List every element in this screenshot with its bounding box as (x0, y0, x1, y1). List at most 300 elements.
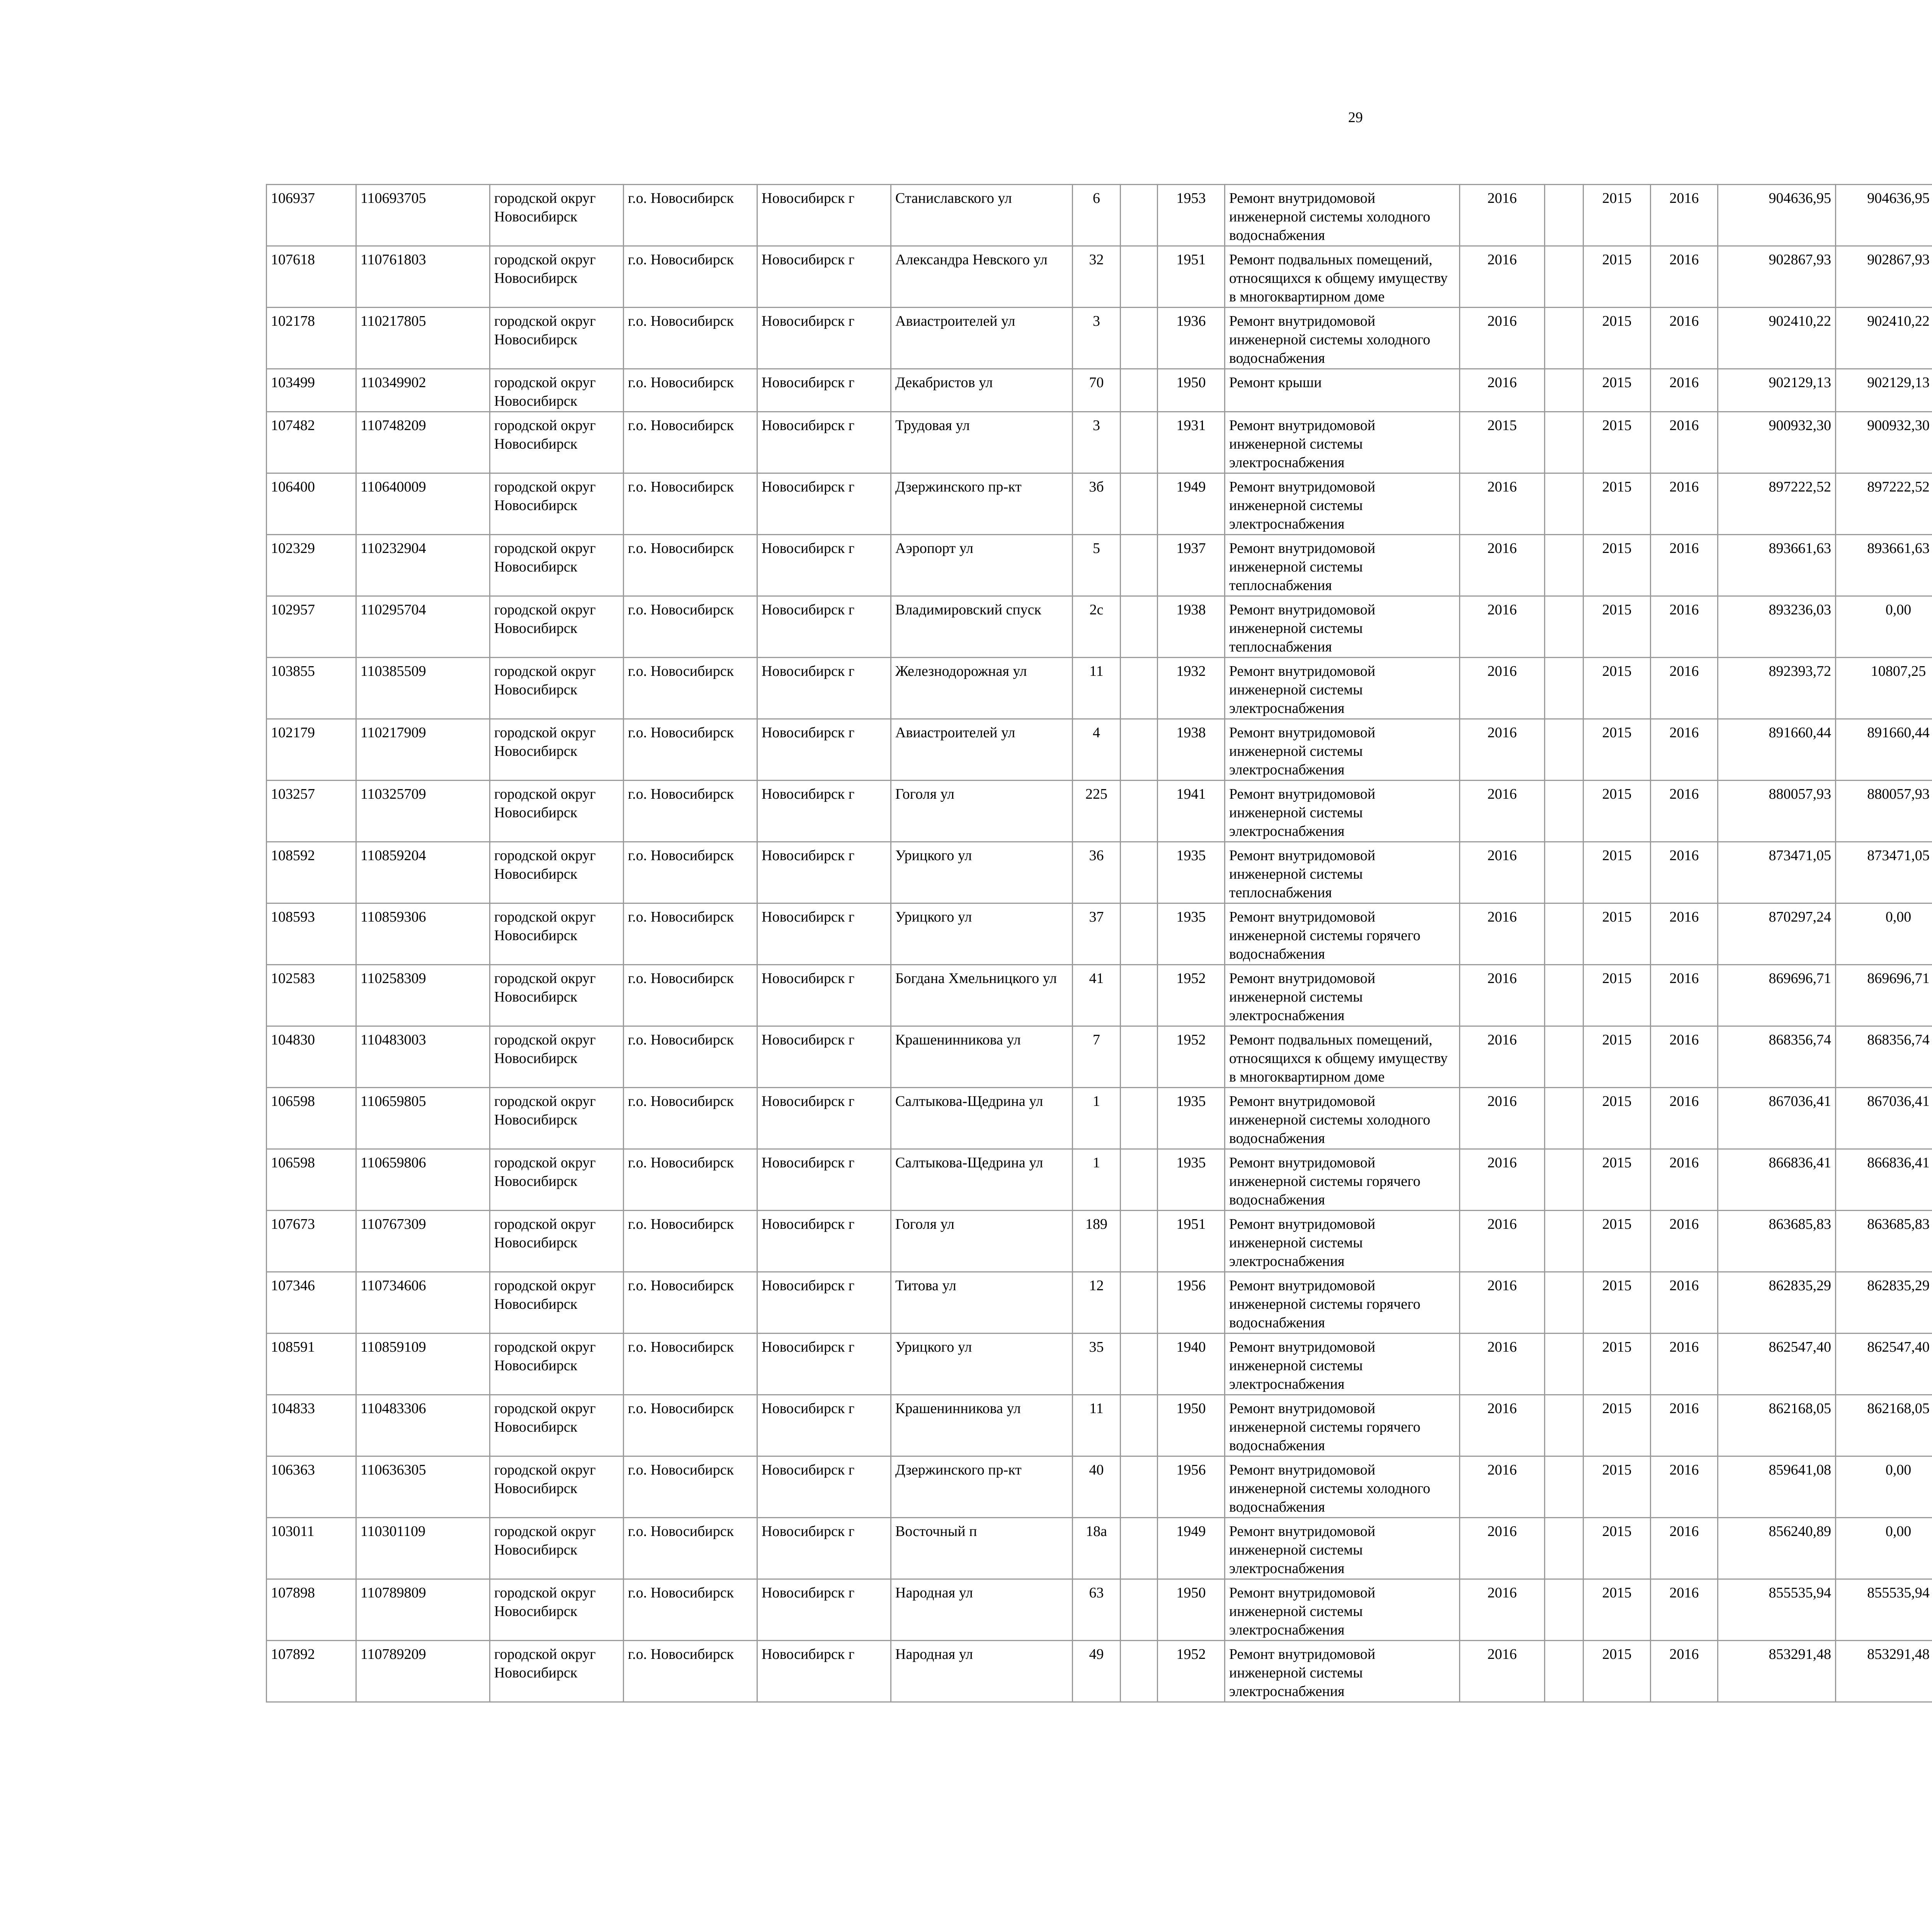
empty-cell (1545, 903, 1583, 965)
planned-year-cell: 2016 (1460, 781, 1545, 842)
municipality-cell: городской округ Новосибирск (490, 658, 624, 719)
total-cost-cell: 893661,63 (1718, 535, 1836, 596)
house-code-cell: 110232904 (356, 535, 490, 596)
house-number-cell: 11 (1073, 1395, 1121, 1456)
district-cell: г.о. Новосибирск (624, 1088, 757, 1149)
total-cost-cell: 862168,05 (1718, 1395, 1836, 1456)
municipality-cell: городской округ Новосибирск (490, 185, 624, 246)
house-number-cell: 63 (1073, 1579, 1121, 1641)
work-type-cell: Ремонт внутридомовой инженерной системы горячего водоснабжения (1225, 1272, 1460, 1334)
year-built-cell: 1949 (1158, 473, 1225, 535)
year-built-cell: 1949 (1158, 1518, 1225, 1579)
municipality-cell: городской округ Новосибирск (490, 1026, 624, 1088)
building-letter-cell (1121, 781, 1158, 842)
table-row (267, 1211, 1932, 1272)
building-letter-cell (1121, 903, 1158, 965)
end-year-cell: 2016 (1651, 308, 1718, 369)
work-type-cell: Ремонт внутридомовой инженерной системы электроснабжения (1225, 781, 1460, 842)
empty-cell (1545, 842, 1583, 903)
building-id-cell: 102957 (267, 596, 356, 658)
house-number-cell: 2с (1073, 596, 1121, 658)
total-cost-cell: 897222,52 (1718, 473, 1836, 535)
empty-cell (1545, 473, 1583, 535)
year-built-cell: 1953 (1158, 185, 1225, 246)
planned-year-cell: 2016 (1460, 1641, 1545, 1702)
municipality-cell: городской округ Новосибирск (490, 412, 624, 473)
district-cell: г.о. Новосибирск (624, 535, 757, 596)
work-type-cell: Ремонт внутридомовой инженерной системы теплоснабжения (1225, 535, 1460, 596)
work-type-cell: Ремонт внутридомовой инженерной системы электроснабжения (1225, 412, 1460, 473)
street-cell: Урицкого ул (891, 842, 1073, 903)
owner-funds-cell: 893661,63 (1836, 535, 1932, 596)
district-cell: г.о. Новосибирск (624, 1026, 757, 1088)
end-year-cell: 2016 (1651, 1211, 1718, 1272)
empty-cell (1545, 658, 1583, 719)
settlement-cell: Новосибирск г (757, 1026, 891, 1088)
end-year-cell: 2016 (1651, 658, 1718, 719)
district-cell: г.о. Новосибирск (624, 781, 757, 842)
table-row (267, 412, 1932, 473)
start-year-cell: 2015 (1583, 1334, 1651, 1395)
house-code-cell: 110659805 (356, 1088, 490, 1149)
settlement-cell: Новосибирск г (757, 246, 891, 308)
planned-year-cell: 2016 (1460, 308, 1545, 369)
total-cost-cell: 902129,13 (1718, 369, 1836, 412)
empty-cell (1545, 1456, 1583, 1518)
building-letter-cell (1121, 535, 1158, 596)
empty-cell (1545, 1395, 1583, 1456)
settlement-cell: Новосибирск г (757, 185, 891, 246)
planned-year-cell: 2015 (1460, 412, 1545, 473)
building-id-cell: 106937 (267, 185, 356, 246)
table-row (267, 1334, 1932, 1395)
owner-funds-cell: 902867,93 (1836, 246, 1932, 308)
street-cell: Станиславского ул (891, 185, 1073, 246)
total-cost-cell: 863685,83 (1718, 1211, 1836, 1272)
district-cell: г.о. Новосибирск (624, 185, 757, 246)
settlement-cell: Новосибирск г (757, 842, 891, 903)
settlement-cell: Новосибирск г (757, 1088, 891, 1149)
planned-year-cell: 2016 (1460, 1334, 1545, 1395)
owner-funds-cell: 862168,05 (1836, 1395, 1932, 1456)
total-cost-cell: 855535,94 (1718, 1579, 1836, 1641)
house-code-cell: 110483003 (356, 1026, 490, 1088)
house-code-cell: 110301109 (356, 1518, 490, 1579)
start-year-cell: 2015 (1583, 1149, 1651, 1211)
settlement-cell: Новосибирск г (757, 1641, 891, 1702)
building-id-cell: 107892 (267, 1641, 356, 1702)
owner-funds-cell: 862547,40 (1836, 1334, 1932, 1395)
total-cost-cell: 880057,93 (1718, 781, 1836, 842)
planned-year-cell: 2016 (1460, 1518, 1545, 1579)
year-built-cell: 1935 (1158, 1088, 1225, 1149)
year-built-cell: 1941 (1158, 781, 1225, 842)
building-letter-cell (1121, 1334, 1158, 1395)
end-year-cell: 2016 (1651, 719, 1718, 781)
building-id-cell: 106363 (267, 1456, 356, 1518)
empty-cell (1545, 369, 1583, 412)
start-year-cell: 2015 (1583, 1579, 1651, 1641)
end-year-cell: 2016 (1651, 1272, 1718, 1334)
owner-funds-cell: 0,00 (1836, 1456, 1932, 1518)
empty-cell (1545, 246, 1583, 308)
street-cell: Урицкого ул (891, 903, 1073, 965)
settlement-cell: Новосибирск г (757, 781, 891, 842)
owner-funds-cell: 880057,93 (1836, 781, 1932, 842)
building-letter-cell (1121, 965, 1158, 1026)
table-row (267, 535, 1932, 596)
settlement-cell: Новосибирск г (757, 1456, 891, 1518)
building-id-cell: 103011 (267, 1518, 356, 1579)
street-cell: Александра Невского ул (891, 246, 1073, 308)
building-letter-cell (1121, 719, 1158, 781)
street-cell: Салтыкова-Щедрина ул (891, 1088, 1073, 1149)
municipality-cell: городской округ Новосибирск (490, 1272, 624, 1334)
owner-funds-cell: 869696,71 (1836, 965, 1932, 1026)
owner-funds-cell: 866836,41 (1836, 1149, 1932, 1211)
building-id-cell: 107618 (267, 246, 356, 308)
work-type-cell: Ремонт внутридомовой инженерной системы горячего водоснабжения (1225, 1149, 1460, 1211)
municipality-cell: городской округ Новосибирск (490, 1211, 624, 1272)
table-row (267, 658, 1932, 719)
planned-year-cell: 2016 (1460, 965, 1545, 1026)
street-cell: Восточный п (891, 1518, 1073, 1579)
start-year-cell: 2015 (1583, 1395, 1651, 1456)
start-year-cell: 2015 (1583, 185, 1651, 246)
building-letter-cell (1121, 1149, 1158, 1211)
work-type-cell: Ремонт внутридомовой инженерной системы электроснабжения (1225, 1334, 1460, 1395)
house-number-cell: 189 (1073, 1211, 1121, 1272)
street-cell: Трудовая ул (891, 412, 1073, 473)
district-cell: г.о. Новосибирск (624, 842, 757, 903)
street-cell: Декабристов ул (891, 369, 1073, 412)
planned-year-cell: 2016 (1460, 1026, 1545, 1088)
table-row (267, 965, 1932, 1026)
settlement-cell: Новосибирск г (757, 903, 891, 965)
district-cell: г.о. Новосибирск (624, 412, 757, 473)
building-letter-cell (1121, 473, 1158, 535)
building-letter-cell (1121, 308, 1158, 369)
year-built-cell: 1938 (1158, 719, 1225, 781)
settlement-cell: Новосибирск г (757, 596, 891, 658)
end-year-cell: 2016 (1651, 1518, 1718, 1579)
year-built-cell: 1951 (1158, 246, 1225, 308)
owner-funds-cell: 0,00 (1836, 1518, 1932, 1579)
building-letter-cell (1121, 596, 1158, 658)
start-year-cell: 2015 (1583, 369, 1651, 412)
house-code-cell: 110295704 (356, 596, 490, 658)
house-number-cell: 49 (1073, 1641, 1121, 1702)
municipality-cell: городской округ Новосибирск (490, 308, 624, 369)
planned-year-cell: 2016 (1460, 719, 1545, 781)
owner-funds-cell: 867036,41 (1836, 1088, 1932, 1149)
municipality-cell: городской округ Новосибирск (490, 246, 624, 308)
end-year-cell: 2016 (1651, 1334, 1718, 1395)
empty-cell (1545, 1088, 1583, 1149)
empty-cell (1545, 1149, 1583, 1211)
house-code-cell: 110483306 (356, 1395, 490, 1456)
total-cost-cell: 853291,48 (1718, 1641, 1836, 1702)
planned-year-cell: 2016 (1460, 1088, 1545, 1149)
empty-cell (1545, 1518, 1583, 1579)
municipality-cell: городской округ Новосибирск (490, 1088, 624, 1149)
end-year-cell: 2016 (1651, 842, 1718, 903)
total-cost-cell: 867036,41 (1718, 1088, 1836, 1149)
year-built-cell: 1935 (1158, 1149, 1225, 1211)
start-year-cell: 2015 (1583, 781, 1651, 842)
owner-funds-cell: 900932,30 (1836, 412, 1932, 473)
building-id-cell: 108592 (267, 842, 356, 903)
year-built-cell: 1950 (1158, 1395, 1225, 1456)
planned-year-cell: 2016 (1460, 1149, 1545, 1211)
year-built-cell: 1932 (1158, 658, 1225, 719)
start-year-cell: 2015 (1583, 596, 1651, 658)
owner-funds-cell: 10807,25 (1836, 658, 1932, 719)
end-year-cell: 2016 (1651, 1149, 1718, 1211)
house-number-cell: 1 (1073, 1149, 1121, 1211)
owner-funds-cell: 902129,13 (1836, 369, 1932, 412)
planned-year-cell: 2016 (1460, 473, 1545, 535)
house-code-cell: 110859306 (356, 903, 490, 965)
work-type-cell: Ремонт внутридомовой инженерной системы теплоснабжения (1225, 842, 1460, 903)
owner-funds-cell: 862835,29 (1836, 1272, 1932, 1334)
end-year-cell: 2016 (1651, 473, 1718, 535)
street-cell: Гоголя ул (891, 1211, 1073, 1272)
municipality-cell: городской округ Новосибирск (490, 903, 624, 965)
house-number-cell: 11 (1073, 658, 1121, 719)
work-type-cell: Ремонт подвальных помещений, относящихся к общему имуществу в многоквартирном доме (1225, 1026, 1460, 1088)
district-cell: г.о. Новосибирск (624, 1456, 757, 1518)
total-cost-cell: 866836,41 (1718, 1149, 1836, 1211)
end-year-cell: 2016 (1651, 596, 1718, 658)
total-cost-cell: 873471,05 (1718, 842, 1836, 903)
building-letter-cell (1121, 1272, 1158, 1334)
work-type-cell: Ремонт внутридомовой инженерной системы электроснабжения (1225, 1518, 1460, 1579)
planned-year-cell: 2016 (1460, 185, 1545, 246)
empty-cell (1545, 308, 1583, 369)
start-year-cell: 2015 (1583, 412, 1651, 473)
start-year-cell: 2015 (1583, 1026, 1651, 1088)
planned-year-cell: 2016 (1460, 1395, 1545, 1456)
house-code-cell: 110734606 (356, 1272, 490, 1334)
street-cell: Дзержинского пр-кт (891, 473, 1073, 535)
planned-year-cell: 2016 (1460, 535, 1545, 596)
building-letter-cell (1121, 1211, 1158, 1272)
street-cell: Владимировский спуск (891, 596, 1073, 658)
building-letter-cell (1121, 1026, 1158, 1088)
building-id-cell: 106598 (267, 1149, 356, 1211)
year-built-cell: 1940 (1158, 1334, 1225, 1395)
owner-funds-cell: 897222,52 (1836, 473, 1932, 535)
year-built-cell: 1950 (1158, 1579, 1225, 1641)
building-id-cell: 102179 (267, 719, 356, 781)
end-year-cell: 2016 (1651, 412, 1718, 473)
work-type-cell: Ремонт внутридомовой инженерной системы холодного водоснабжения (1225, 1088, 1460, 1149)
year-built-cell: 1938 (1158, 596, 1225, 658)
house-number-cell: 32 (1073, 246, 1121, 308)
municipality-cell: городской округ Новосибирск (490, 369, 624, 412)
house-number-cell: 1 (1073, 1088, 1121, 1149)
empty-cell (1545, 719, 1583, 781)
street-cell: Гоголя ул (891, 781, 1073, 842)
work-type-cell: Ремонт подвальных помещений, относящихся к общему имуществу в многоквартирном доме (1225, 246, 1460, 308)
house-number-cell: 70 (1073, 369, 1121, 412)
district-cell: г.о. Новосибирск (624, 596, 757, 658)
settlement-cell: Новосибирск г (757, 719, 891, 781)
start-year-cell: 2015 (1583, 658, 1651, 719)
work-type-cell: Ремонт внутридомовой инженерной системы электроснабжения (1225, 1211, 1460, 1272)
planned-year-cell: 2016 (1460, 596, 1545, 658)
building-letter-cell (1121, 842, 1158, 903)
table-row (267, 1272, 1932, 1334)
owner-funds-cell: 868356,74 (1836, 1026, 1932, 1088)
building-id-cell: 104830 (267, 1026, 356, 1088)
street-cell: Салтыкова-Щедрина ул (891, 1149, 1073, 1211)
end-year-cell: 2016 (1651, 965, 1718, 1026)
settlement-cell: Новосибирск г (757, 965, 891, 1026)
total-cost-cell: 892393,72 (1718, 658, 1836, 719)
table-row (267, 1641, 1932, 1702)
year-built-cell: 1936 (1158, 308, 1225, 369)
settlement-cell: Новосибирск г (757, 535, 891, 596)
building-letter-cell (1121, 412, 1158, 473)
empty-cell (1545, 535, 1583, 596)
house-code-cell: 110349902 (356, 369, 490, 412)
start-year-cell: 2015 (1583, 535, 1651, 596)
total-cost-cell: 859641,08 (1718, 1456, 1836, 1518)
total-cost-cell: 902867,93 (1718, 246, 1836, 308)
owner-funds-cell: 863685,83 (1836, 1211, 1932, 1272)
table-row (267, 781, 1932, 842)
total-cost-cell: 893236,03 (1718, 596, 1836, 658)
building-id-cell: 107346 (267, 1272, 356, 1334)
owner-funds-cell: 891660,44 (1836, 719, 1932, 781)
work-type-cell: Ремонт внутридомовой инженерной системы горячего водоснабжения (1225, 903, 1460, 965)
house-number-cell: 18а (1073, 1518, 1121, 1579)
district-cell: г.о. Новосибирск (624, 1211, 757, 1272)
street-cell: Авиастроителей ул (891, 719, 1073, 781)
total-cost-cell: 868356,74 (1718, 1026, 1836, 1088)
house-number-cell: 41 (1073, 965, 1121, 1026)
start-year-cell: 2015 (1583, 965, 1651, 1026)
settlement-cell: Новосибирск г (757, 308, 891, 369)
building-letter-cell (1121, 369, 1158, 412)
start-year-cell: 2015 (1583, 1272, 1651, 1334)
planned-year-cell: 2016 (1460, 658, 1545, 719)
district-cell: г.о. Новосибирск (624, 473, 757, 535)
start-year-cell: 2015 (1583, 1211, 1651, 1272)
building-id-cell: 103855 (267, 658, 356, 719)
house-code-cell: 110748209 (356, 412, 490, 473)
building-letter-cell (1121, 246, 1158, 308)
district-cell: г.о. Новосибирск (624, 1641, 757, 1702)
house-code-cell: 110640009 (356, 473, 490, 535)
empty-cell (1545, 1026, 1583, 1088)
year-built-cell: 1952 (1158, 1641, 1225, 1702)
total-cost-cell: 856240,89 (1718, 1518, 1836, 1579)
district-cell: г.о. Новосибирск (624, 965, 757, 1026)
empty-cell (1545, 965, 1583, 1026)
planned-year-cell: 2016 (1460, 1211, 1545, 1272)
street-cell: Крашенинникова ул (891, 1395, 1073, 1456)
house-code-cell: 110325709 (356, 781, 490, 842)
district-cell: г.о. Новосибирск (624, 1149, 757, 1211)
owner-funds-cell: 904636,95 (1836, 185, 1932, 246)
year-built-cell: 1935 (1158, 903, 1225, 965)
start-year-cell: 2015 (1583, 473, 1651, 535)
owner-funds-cell: 855535,94 (1836, 1579, 1932, 1641)
building-id-cell: 108593 (267, 903, 356, 965)
building-letter-cell (1121, 1518, 1158, 1579)
total-cost-cell: 902410,22 (1718, 308, 1836, 369)
year-built-cell: 1937 (1158, 535, 1225, 596)
table-row (267, 246, 1932, 308)
building-letter-cell (1121, 1579, 1158, 1641)
empty-cell (1545, 1211, 1583, 1272)
house-code-cell: 110385509 (356, 658, 490, 719)
planned-year-cell: 2016 (1460, 903, 1545, 965)
house-number-cell: 35 (1073, 1334, 1121, 1395)
street-cell: Железнодорожная ул (891, 658, 1073, 719)
table-row (267, 473, 1932, 535)
municipality-cell: городской округ Новосибирск (490, 781, 624, 842)
year-built-cell: 1935 (1158, 842, 1225, 903)
end-year-cell: 2016 (1651, 1088, 1718, 1149)
district-cell: г.о. Новосибирск (624, 1579, 757, 1641)
street-cell: Народная ул (891, 1641, 1073, 1702)
district-cell: г.о. Новосибирск (624, 903, 757, 965)
building-id-cell: 107482 (267, 412, 356, 473)
planned-year-cell: 2016 (1460, 1456, 1545, 1518)
planned-year-cell: 2016 (1460, 842, 1545, 903)
planned-year-cell: 2016 (1460, 246, 1545, 308)
owner-funds-cell: 902410,22 (1836, 308, 1932, 369)
municipality-cell: городской округ Новосибирск (490, 1456, 624, 1518)
street-cell: Аэропорт ул (891, 535, 1073, 596)
start-year-cell: 2015 (1583, 1456, 1651, 1518)
start-year-cell: 2015 (1583, 719, 1651, 781)
end-year-cell: 2016 (1651, 781, 1718, 842)
table-row (267, 1579, 1932, 1641)
municipality-cell: городской округ Новосибирск (490, 1149, 624, 1211)
total-cost-cell: 891660,44 (1718, 719, 1836, 781)
building-id-cell: 107898 (267, 1579, 356, 1641)
house-code-cell: 110217805 (356, 308, 490, 369)
end-year-cell: 2016 (1651, 1456, 1718, 1518)
house-code-cell: 110659806 (356, 1149, 490, 1211)
work-type-cell: Ремонт внутридомовой инженерной системы холодного водоснабжения (1225, 308, 1460, 369)
start-year-cell: 2015 (1583, 1088, 1651, 1149)
start-year-cell: 2015 (1583, 1518, 1651, 1579)
municipality-cell: городской округ Новосибирск (490, 965, 624, 1026)
year-built-cell: 1951 (1158, 1211, 1225, 1272)
table-row (267, 719, 1932, 781)
empty-cell (1545, 1641, 1583, 1702)
table-row (267, 185, 1932, 246)
table-row (267, 1088, 1932, 1149)
house-number-cell: 12 (1073, 1272, 1121, 1334)
municipality-cell: городской округ Новосибирск (490, 1641, 624, 1702)
work-type-cell: Ремонт внутридомовой инженерной системы электроснабжения (1225, 658, 1460, 719)
district-cell: г.о. Новосибирск (624, 246, 757, 308)
end-year-cell: 2016 (1651, 246, 1718, 308)
settlement-cell: Новосибирск г (757, 1272, 891, 1334)
house-code-cell: 110859204 (356, 842, 490, 903)
street-cell: Крашенинникова ул (891, 1026, 1073, 1088)
table-row (267, 1456, 1932, 1518)
street-cell: Титова ул (891, 1272, 1073, 1334)
end-year-cell: 2016 (1651, 1641, 1718, 1702)
